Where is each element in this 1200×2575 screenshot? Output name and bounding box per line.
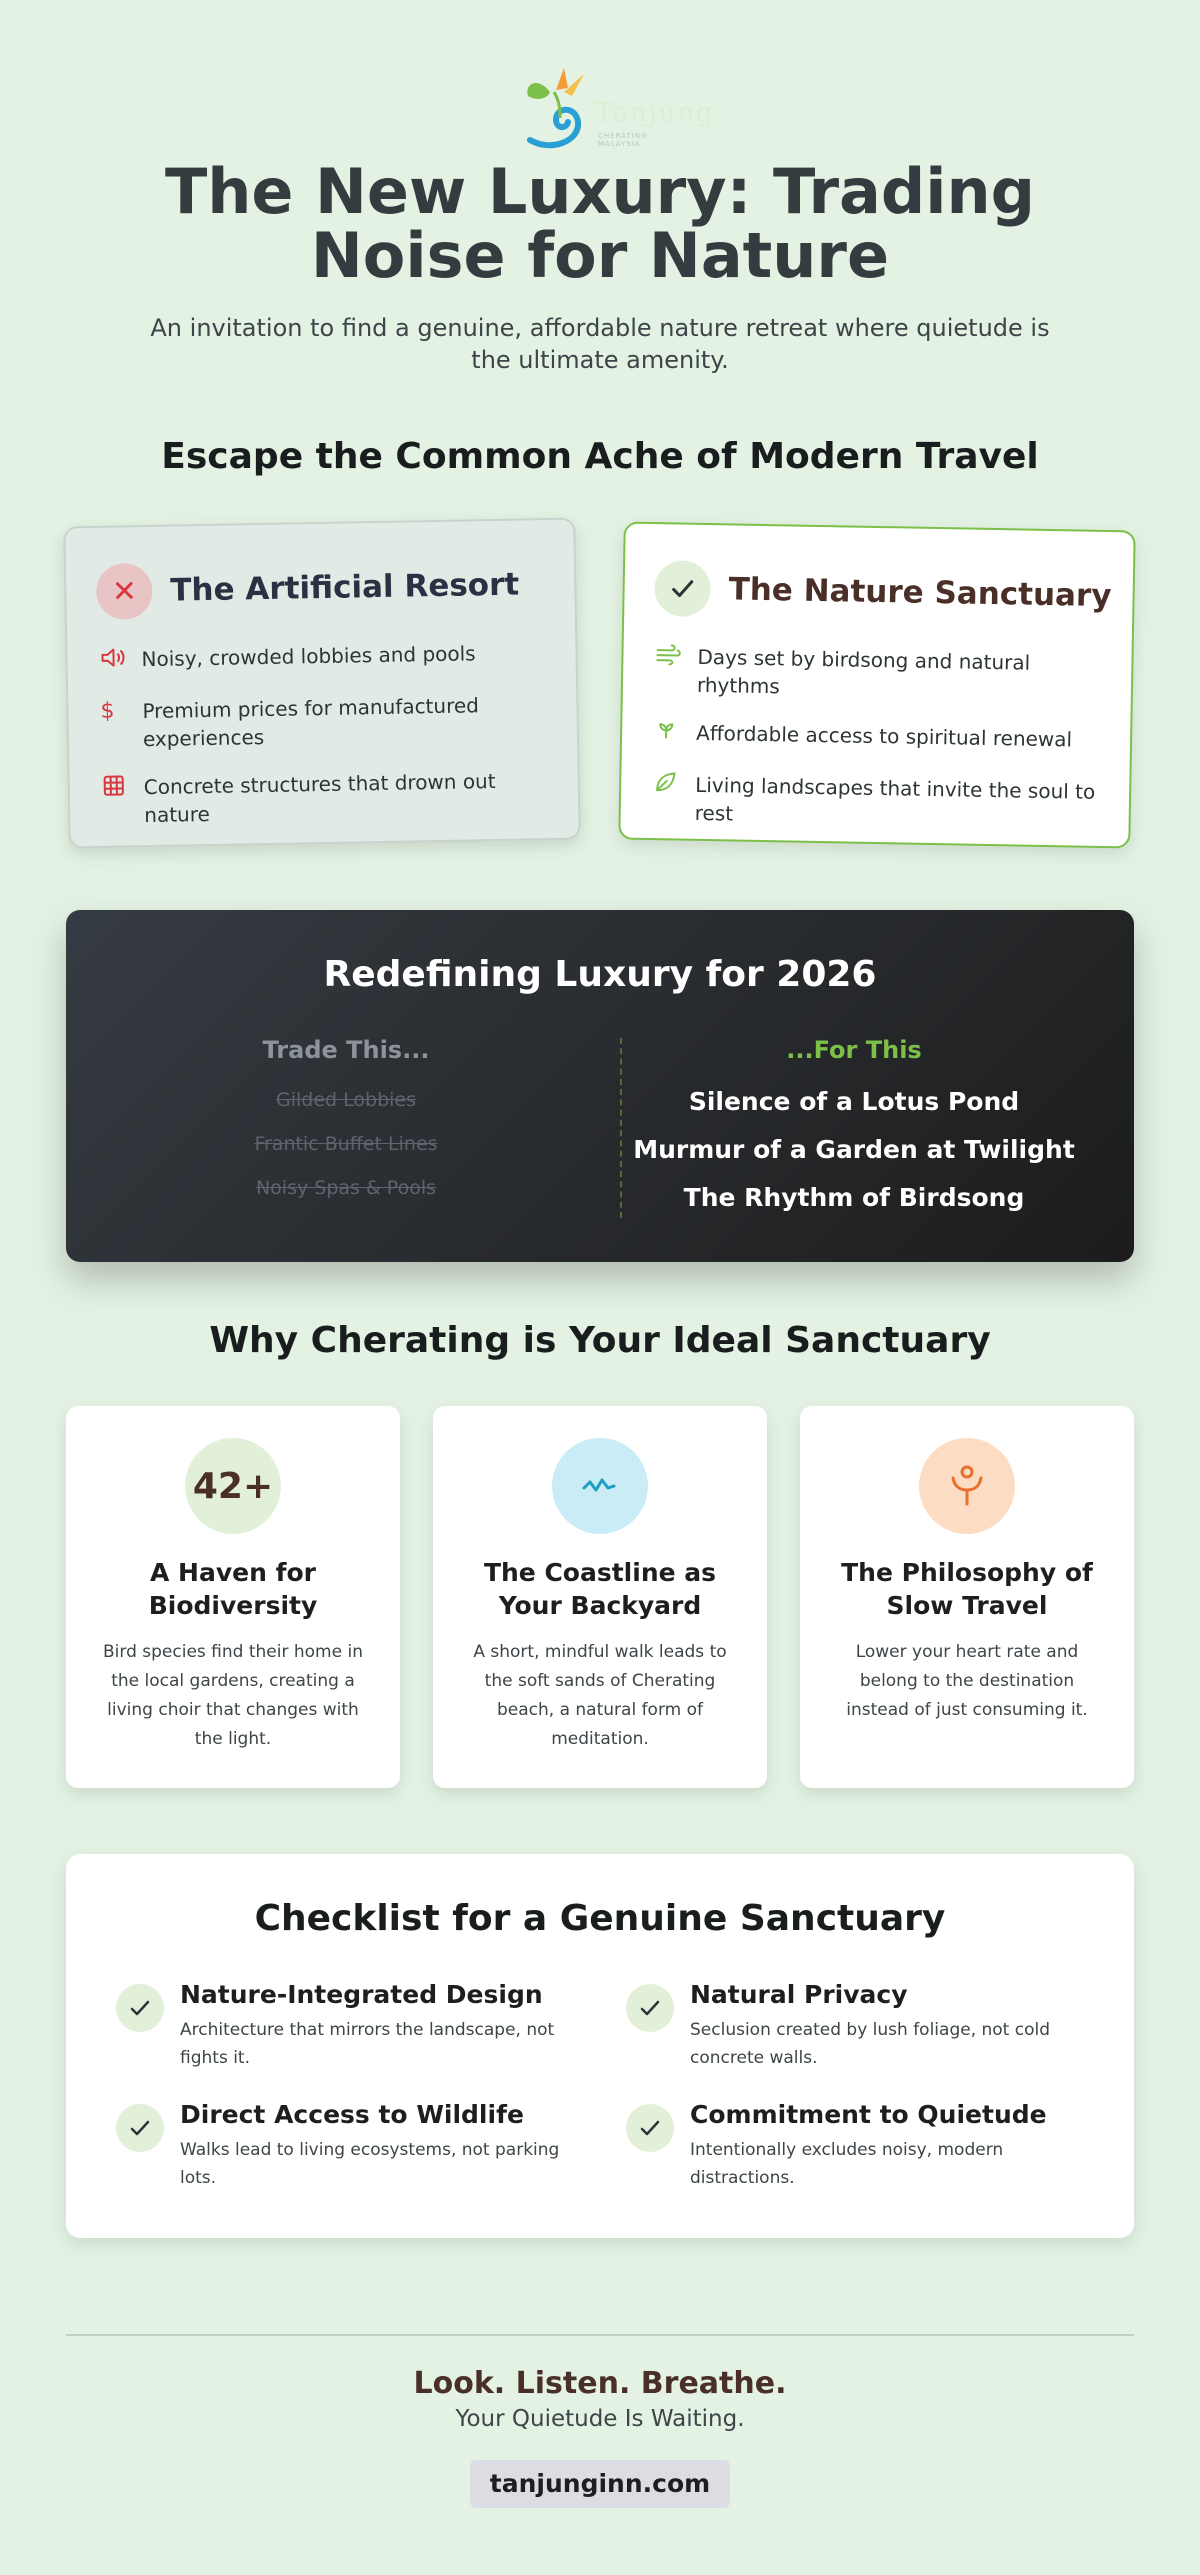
checklist-item-name: Nature-Integrated Design: [180, 1980, 543, 2009]
list-item-text: Concrete structures that drown out nature: [143, 768, 496, 828]
speaker-icon: [99, 645, 142, 678]
page-title: The New Luxury: Trading Noise for Nature: [164, 155, 1036, 292]
list-item: [100, 690, 561, 754]
checklist-item-name: Commitment to Quietude: [690, 2100, 1047, 2129]
artificial-resort-card: [63, 518, 581, 849]
wind-icon: [655, 642, 698, 675]
list-item-text: Noisy, crowded lobbies and pools: [141, 641, 476, 672]
trade-this-column: [66, 1036, 626, 1210]
redefining-luxury-title: Redefining Luxury for 2026: [323, 954, 877, 995]
list-item-text: Premium prices for manufactured experiences: [142, 693, 480, 752]
website-link[interactable]: tanjunginn.com: [470, 2460, 730, 2508]
feature-text: A short, mindful walk leads to the soft sands of Cherating beach, a natural form of meditation.: [473, 1642, 727, 1749]
slow-travel-card: [800, 1406, 1134, 1788]
logo-wordmark: Tanjung: [595, 98, 715, 128]
footer-subtitle: Your Quietude Is Waiting.: [455, 2406, 745, 2432]
redefining-luxury-panel: [66, 910, 1134, 1262]
old-item: Frantic Buffet Lines: [254, 1133, 438, 1155]
sanctuary-checklist: [66, 1854, 1134, 2238]
list-item: [654, 718, 1114, 758]
for-this-column: [574, 1036, 1134, 1222]
bird-count-value: 42+: [192, 1465, 274, 1507]
dollar-icon: $: [100, 698, 115, 724]
feature-title: The Philosophy of Slow Travel: [841, 1558, 1093, 1620]
check-icon: [654, 560, 711, 617]
checklist-item: [626, 2100, 1086, 2194]
list-item: [102, 766, 563, 830]
for-this-heading: ...For This: [786, 1036, 922, 1064]
new-item: Murmur of a Garden at Twilight: [633, 1135, 1075, 1164]
check-icon: [116, 2104, 164, 2152]
checklist-item: [116, 1980, 576, 2074]
feature-text: Lower your heart rate and belong to the destination instead of just consuming it.: [846, 1642, 1088, 1720]
new-item: The Rhythm of Birdsong: [683, 1183, 1025, 1212]
new-item: Silence of a Lotus Pond: [688, 1087, 1020, 1116]
check-icon: [626, 1984, 674, 2032]
list-item: [99, 638, 559, 678]
nature-sanctuary-card: [618, 522, 1135, 849]
list-item-text: Affordable access to spiritual renewal: [695, 720, 1073, 752]
trade-this-heading: Trade This...: [262, 1036, 430, 1064]
biodiversity-card: [66, 1406, 400, 1788]
check-icon: [116, 1984, 164, 2032]
list-item-text: Days set by birdsong and natural rhythms: [696, 644, 1031, 699]
artificial-resort-title: The Artificial Resort: [170, 566, 520, 609]
brand-logo[interactable]: [520, 62, 715, 152]
old-item: Gilded Lobbies: [276, 1089, 416, 1111]
sprout-icon: [654, 718, 697, 751]
checklist-item: [626, 1980, 1086, 2074]
checklist-item-desc: Architecture that mirrors the landscape, not fights it.: [180, 2020, 555, 2068]
footer-divider: [66, 2334, 1134, 2336]
old-item: Noisy Spas & Pools: [255, 1177, 437, 1199]
checklist-item-name: Natural Privacy: [690, 1980, 908, 2009]
list-item: [655, 642, 1116, 706]
leaf-icon: [653, 770, 696, 803]
artificial-resort-list: [99, 638, 562, 850]
logo-subtitle: CHERATING · MALAYSIA: [598, 132, 654, 148]
coastline-card: [433, 1406, 767, 1788]
feature-text: Bird species find their home in the local gardens, creating a living choir that changes with the light.: [103, 1642, 363, 1749]
list-item-text: Living landscapes that invite the soul to rest: [694, 772, 1096, 826]
logo-mark-icon: [520, 62, 600, 152]
feature-title: The Coastline as Your Backyard: [483, 1558, 717, 1620]
checklist-item-name: Direct Access to Wildlife: [180, 2100, 524, 2129]
nature-sanctuary-list: [652, 642, 1115, 854]
checklist-item-desc: Intentionally excludes noisy, modern distractions.: [690, 2140, 1004, 2188]
wave-icon: [552, 1438, 648, 1534]
check-icon: [626, 2104, 674, 2152]
bird-count-badge: [185, 1438, 281, 1534]
list-item: [653, 770, 1114, 834]
nature-sanctuary-title: The Nature Sanctuary: [728, 571, 1112, 615]
checklist-item-desc: Seclusion created by lush foliage, not cold concrete walls.: [690, 2020, 1051, 2068]
meditation-icon: [919, 1438, 1015, 1534]
checklist-item: [116, 2100, 576, 2194]
checklist-item-desc: Walks lead to living ecosystems, not parking lots.: [180, 2140, 560, 2188]
why-section-title: Why Cherating is Your Ideal Sanctuary: [209, 1320, 991, 1361]
building-icon: [102, 773, 145, 806]
page-subtitle: An invitation to find a genuine, affordable nature retreat where quietude is the ultimate amenity.: [150, 314, 1050, 374]
feature-title: A Haven for Biodiversity: [148, 1558, 318, 1620]
escape-section-title: Escape the Common Ache of Modern Travel: [161, 436, 1039, 477]
footer-tagline: Look. Listen. Breathe.: [413, 2366, 787, 2401]
checklist-title: Checklist for a Genuine Sanctuary: [254, 1898, 946, 1939]
x-icon: ✕: [96, 563, 153, 620]
